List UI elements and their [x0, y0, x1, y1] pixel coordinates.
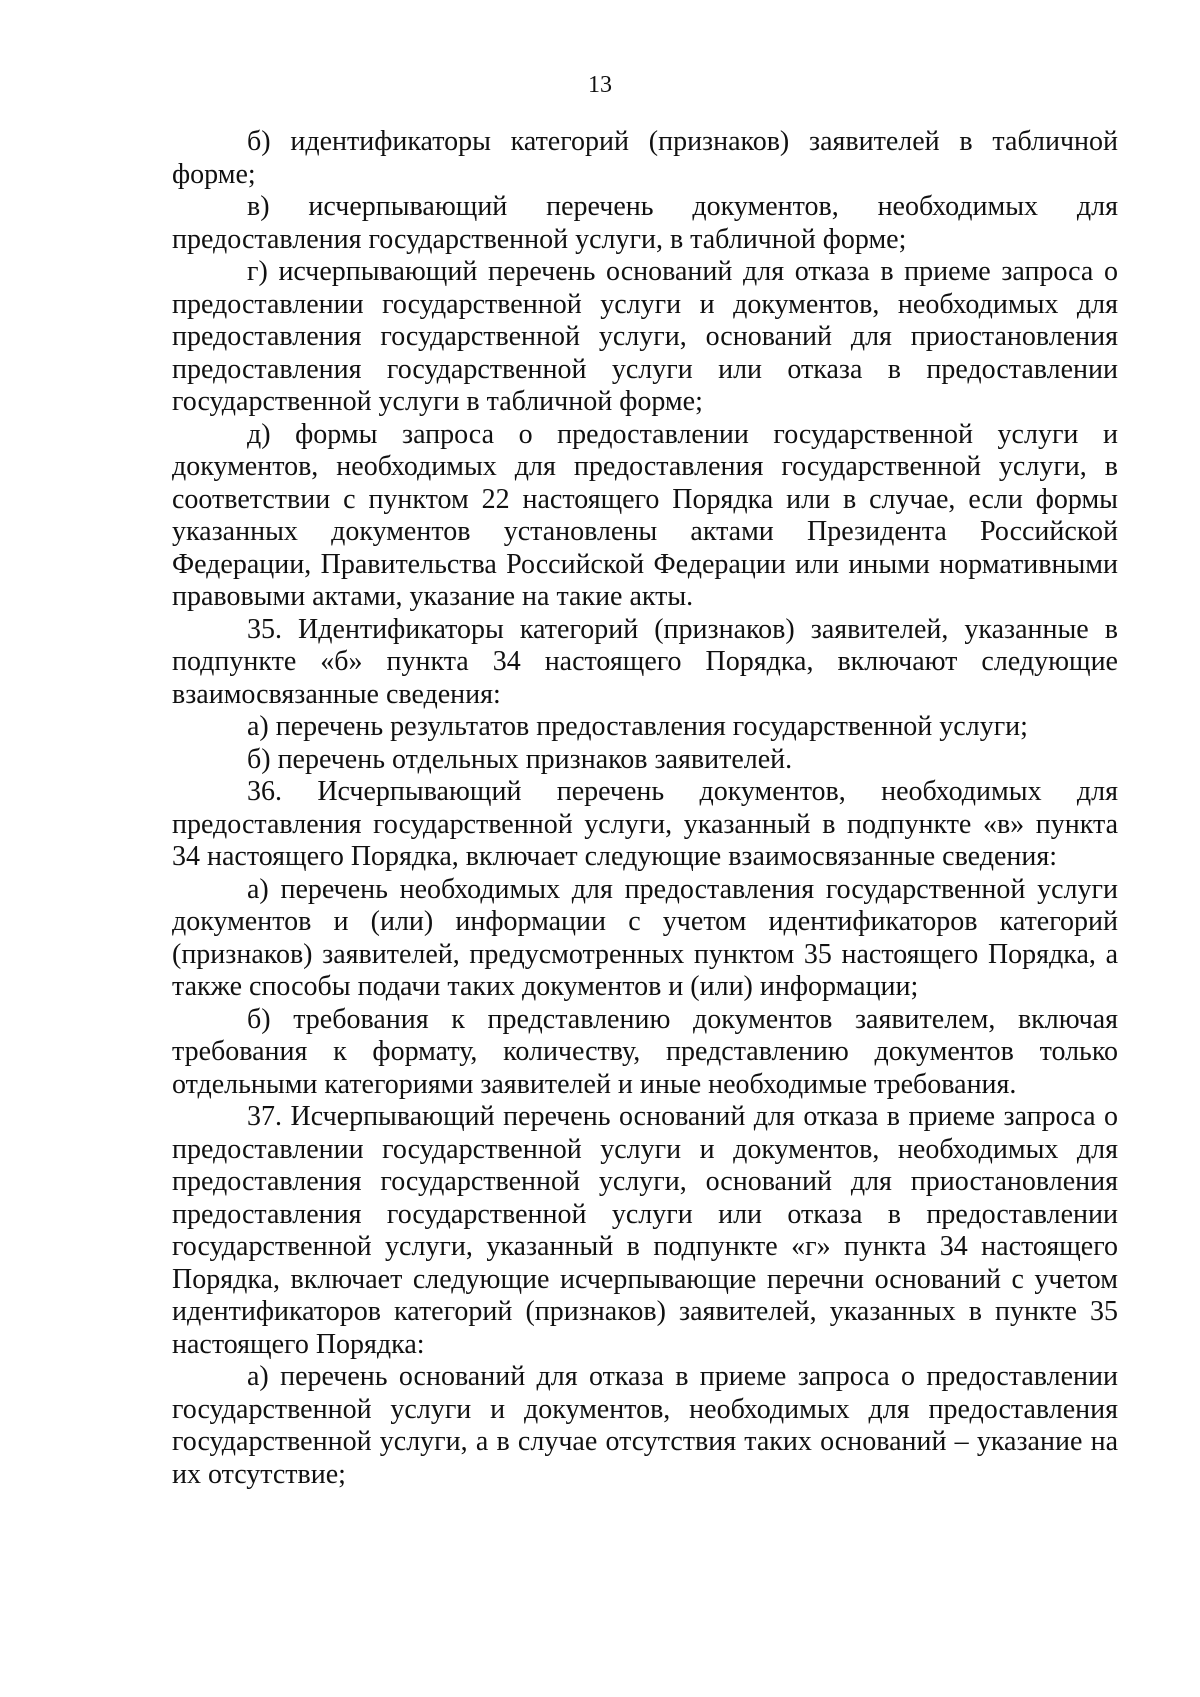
paragraph-36: 36. Исчерпывающий перечень документов, необходимых для предоставления государственной услуги, указанный в подпункте «в» пункта 34 настоящего Порядка, включает следующие взаимосвязанные сведения:	[172, 776, 1118, 872]
paragraph-37: 37. Исчерпывающий перечень оснований для отказа в приеме запроса о предоставлении государственной услуги и документов, необходимых для предоставления государственной услуги, оснований для приостановления предоставления государственной услуги или отказа в предоставлении государственной услуги, указанный в подпункте «г» пункта 34 настоящего Порядка, включает следующие исчерпывающие перечни оснований с учетом идентификаторов категорий (признаков) заявителей, указанных в пункте 35 настоящего Порядка:	[172, 1101, 1118, 1360]
paragraph-d-request-forms: д) формы запроса о предоставлении государственной услуги и документов, необходимых для предоставления государственной услуги, в соответствии с пунктом 22 настоящего Порядка или в случае, если формы указанных документов установлены актами Президента Российской Федерации, Правительства Российской Федерации или иными нормативными правовыми актами, указание на такие акты.	[172, 418, 1118, 612]
paragraph-36-a: а) перечень необходимых для предоставления государственной услуги документов и (или) информации с учетом идентификаторов категорий (признаков) заявителей, предусмотренных пунктом 35 настоящего Порядка, а также способы подачи таких документов и (или) информации;	[172, 873, 1118, 1002]
paragraph-36-b: б) требования к представлению документов заявителем, включая требования к формату, количеству, представлению документов только отдельными категориями заявителей и иные необходимые требования.	[172, 1003, 1118, 1100]
paragraph-g-refusal-grounds: г) исчерпывающий перечень оснований для отказа в приеме запроса о предоставлении государственной услуги и документов, необходимых для предоставления государственной услуги, оснований для приостановления предоставления государственной услуги или отказа в предоставлении государственной услуги в табличной форме;	[172, 256, 1118, 417]
paragraph-37-a: а) перечень оснований для отказа в приеме запроса о предоставлении государственной услуги и документов, необходимых для предоставления государственной услуги, а в случае отсутствия таких оснований – указание на их отсутствие;	[172, 1361, 1118, 1490]
paragraph-35-b: б) перечень отдельных признаков заявителей.	[247, 743, 793, 775]
paragraph-v-documents-list: в) исчерпывающий перечень документов, необходимых для предоставления государственной услуги, в табличной форме;	[172, 191, 1118, 255]
document-body	[172, 126, 1118, 1491]
paragraph-b-identifiers: б) идентификаторы категорий (признаков) заявителей в табличной форме;	[172, 126, 1118, 190]
page-number: 13	[588, 72, 612, 98]
paragraph-35: 35. Идентификаторы категорий (признаков) заявителей, указанные в подпункте «б» пункта 34 настоящего Порядка, включают следующие взаимосвязанные сведения:	[172, 613, 1118, 710]
paragraph-35-a: а) перечень результатов предоставления государственной услуги;	[247, 711, 1028, 742]
